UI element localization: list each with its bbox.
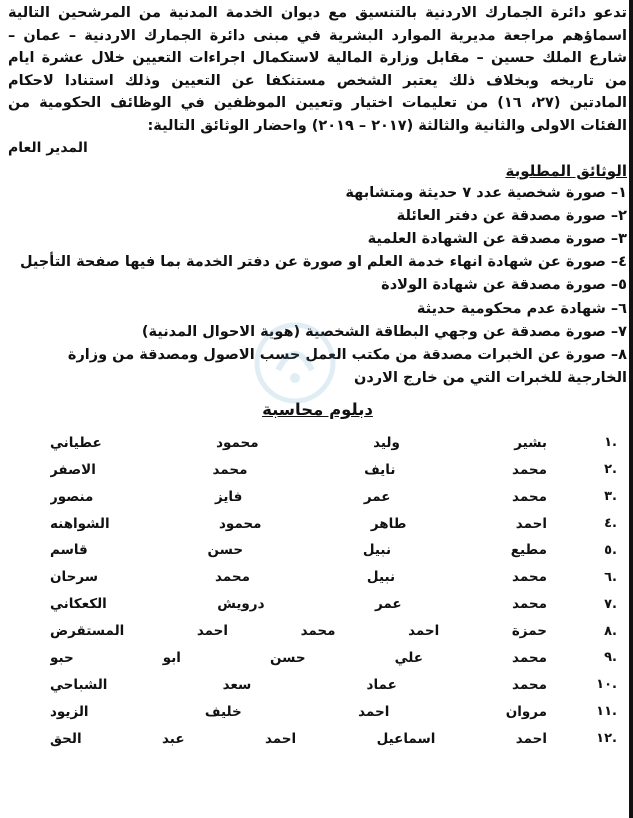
row-number: .٣ (604, 489, 617, 505)
clipping-border (629, 0, 633, 818)
candidate-name: مروان احمد خليف الزيود (50, 703, 547, 720)
candidate-name: محمد نبيل محمد سرحان (50, 569, 547, 586)
row-number: .١٠ (596, 677, 617, 693)
announcement-line: اسماؤهم مراجعة مديرية الموارد البشرية في مبنى دائرة الجمارك الاردنية – عمان – (8, 27, 627, 44)
table-row (8, 537, 627, 564)
row-number: .٧ (604, 596, 617, 612)
candidate-name: احمد طاهر محمود الشواهنه (50, 515, 547, 532)
announcement-line: الفئات الاولى والثانية والثالثة (٢٠١٧ – ٢٠١٩) واحضار الوثائق التالية: (147, 117, 627, 134)
row-number: .٨ (604, 623, 617, 639)
table-row (8, 671, 627, 698)
announcement-line: من تاريخه وبخلاف ذلك يعتبر الشخص مستنكفا عن التعيين وذلك استنادا لاحكام (8, 72, 627, 89)
row-number: .٢ (604, 462, 617, 478)
candidate-name: محمد عمر فايز منصور (50, 488, 547, 505)
document-item: ٥– صورة مصدقة عن شهادة الولادة (381, 277, 627, 294)
announcement-line: شارع الملك حسين – مقابل وزارة المالية لاستكمال اجراءات التعيين خلال عشرة ايام (8, 50, 627, 67)
candidate-name: محمد علي حسن ابو حبو (50, 649, 547, 666)
row-number: .٥ (604, 542, 617, 558)
row-number: .٦ (604, 569, 617, 585)
table-row (8, 591, 627, 618)
signature: المدير العام (8, 139, 88, 156)
document-item: ١– صورة شخصية عدد ٧ حديثة ومتشابهة (345, 184, 627, 201)
newspaper-logo-watermark-icon (250, 318, 340, 408)
table-row (8, 698, 627, 725)
candidate-name: بشير وليد محمود عطياني (50, 434, 547, 451)
table-row (8, 564, 627, 591)
section-title: دبلوم محاسبة (262, 400, 373, 420)
announcement-line: تدعو دائرة الجمارك الاردنية بالتنسيق مع ديوان الخدمة المدنية من المرشحين التالية (8, 5, 627, 21)
document-item: ٢– صورة مصدقة عن دفتر العائلة (396, 207, 627, 224)
documents-title: الوثائق المطلوبة (505, 161, 627, 180)
table-row (8, 456, 627, 483)
document-item: ٧– صورة مصدقة عن وجهي البطاقة الشخصية (هوية الاحوال المدنية) (141, 323, 627, 340)
document-item: ٤– صورة عن شهادة انهاء خدمة العلم او صورة عن دفتر الخدمة بما فيها صفحة التأجيل (19, 254, 627, 271)
announcement-paragraph (8, 2, 627, 138)
row-number: .٩ (604, 650, 617, 666)
document-item: ٦– شهادة عدم محكومية حديثة (416, 300, 627, 317)
row-number: .١ (604, 435, 617, 451)
row-number: .١٢ (596, 731, 617, 747)
candidate-list (8, 429, 627, 752)
announcement-line: المادتين (٢٧، ١٦) من تعليمات اختيار وتعيين الموظفين في الوظائف الحكومية من (8, 95, 627, 112)
document-item: ٣– صورة مصدقة عن الشهادة العلمية (367, 230, 627, 247)
table-row (8, 725, 627, 752)
table-row (8, 510, 627, 537)
candidate-name: محمد عمر درويش الكعكاني (50, 596, 547, 613)
candidate-name: محمد عماد سعد الشباحي (50, 676, 547, 693)
candidate-name: احمد اسماعيل احمد عبد الحق (50, 730, 547, 747)
row-number: .١١ (596, 704, 617, 720)
candidate-name: حمزة احمد محمد احمد المستقرض (50, 623, 547, 640)
table-row (8, 618, 627, 645)
row-number: .٤ (604, 516, 617, 531)
document-item: ٨– صورة عن الخبرات مصدقة من مكتب العمل حسب الاصول ومصدقة من وزارة الخارجية للخبرات التي من خارج الاردن (67, 346, 627, 387)
table-row (8, 645, 627, 672)
candidate-name: مطيع نبيل حسن قاسم (50, 542, 547, 559)
table-row (8, 429, 627, 456)
table-row (8, 483, 627, 510)
candidate-name: محمد نايف محمد الاصفر (50, 461, 547, 478)
